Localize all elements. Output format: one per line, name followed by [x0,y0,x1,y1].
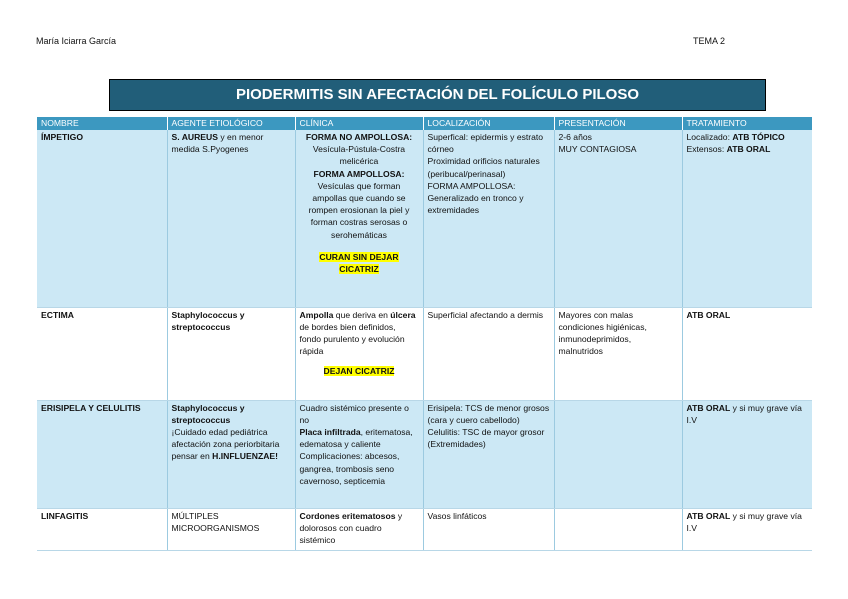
document-title: PIODERMITIS SIN AFECTACIÓN DEL FOLÍCULO PILOSO [109,79,766,111]
column-header-localizacion: LOCALIZACIÓN [423,117,554,130]
cell-tratamiento: ATB ORAL [682,307,812,400]
column-header-clinica: CLÍNICA [295,117,423,130]
cell-localizacion: Superfical: epidermis y estrato córneo Proximidad orificios naturales (peribucal/perinasal) FORMA AMPOLLOSA: Generalizado en tronco y extremidades [423,130,554,307]
cell-presentacion: Mayores con malas condiciones higiénicas, inmunodeprimidos, malnutridos [554,307,682,400]
table-row [37,130,812,307]
highlight-curan-sin-cicatriz: CURAN SIN DEJAR CICATRIZ [319,251,399,275]
cell-nombre: ÍMPETIGO [37,130,167,307]
cell-presentacion [554,400,682,508]
cell-clinica: FORMA NO AMPOLLOSA: Vesícula-Pústula-Costra melicérica FORMA AMPOLLOSA: Vesículas que forman ampollas que cuando se rompen erosionan la piel y forman costras serosas o serohemáticas CURAN SIN DEJAR CICATRIZ [295,130,423,307]
cell-nombre: LINFAGITIS [37,508,167,550]
cell-agente: Staphylococcus y streptococcus ¡Cuidado edad pediátrica afectación zona periorbitaria pensar en H.INFLUENZAE! [167,400,295,508]
column-header-agente: AGENTE ETIOLÓGICO [167,117,295,130]
column-header-nombre: NOMBRE [37,117,167,130]
cell-tratamiento: Localizado: ATB TÓPICO Extensos: ATB ORAL [682,130,812,307]
column-header-tratamiento: TRATAMIENTO [682,117,812,130]
table-row [37,400,812,508]
cell-localizacion: Superficial afectando a dermis [423,307,554,400]
cell-nombre: ERISIPELA Y CELULITIS [37,400,167,508]
table-header-row [37,117,812,130]
cell-clinica: Cordones eritematosos y dolorosos con cuadro sistémico [295,508,423,550]
cell-localizacion: Vasos linfáticos [423,508,554,550]
cell-nombre: ECTIMA [37,307,167,400]
cell-presentacion: 2-6 años MUY CONTAGIOSA [554,130,682,307]
table-row [37,307,812,400]
cell-agente: Staphylococcus y streptococcus [167,307,295,400]
cell-tratamiento: ATB ORAL y si muy grave vía I.V [682,400,812,508]
cell-tratamiento: ATB ORAL y si muy grave vía I.V [682,508,812,550]
highlight-dejan-cicatriz: DEJAN CICATRIZ [323,366,395,377]
column-header-presentacion: PRESENTACIÓN [554,117,682,130]
cell-agente: MÚLTIPLES MICROORGANISMOS [167,508,295,550]
tema-label: TEMA 2 [693,36,726,46]
cell-agente: S. AUREUS y en menor medida S.Pyogenes [167,130,295,307]
cell-presentacion [554,508,682,550]
table-row [37,508,812,550]
cell-clinica: Ampolla que deriva en úlcera de bordes bien definidos, fondo purulento y evolución rápida DEJAN CICATRIZ [295,307,423,400]
cell-clinica: Cuadro sistémico presente o no Placa infiltrada, eritematosa, edematosa y caliente Complicaciones: abcesos, gangrea, trombosis seno cavernoso, septicemia [295,400,423,508]
piodermitis-table [37,117,812,551]
author-name: María Iciarra García [36,36,117,46]
cell-localizacion: Erisipela: TCS de menor grosos (cara y cuero cabellodo) Celulitis: TSC de mayor grosor (Extremidades) [423,400,554,508]
